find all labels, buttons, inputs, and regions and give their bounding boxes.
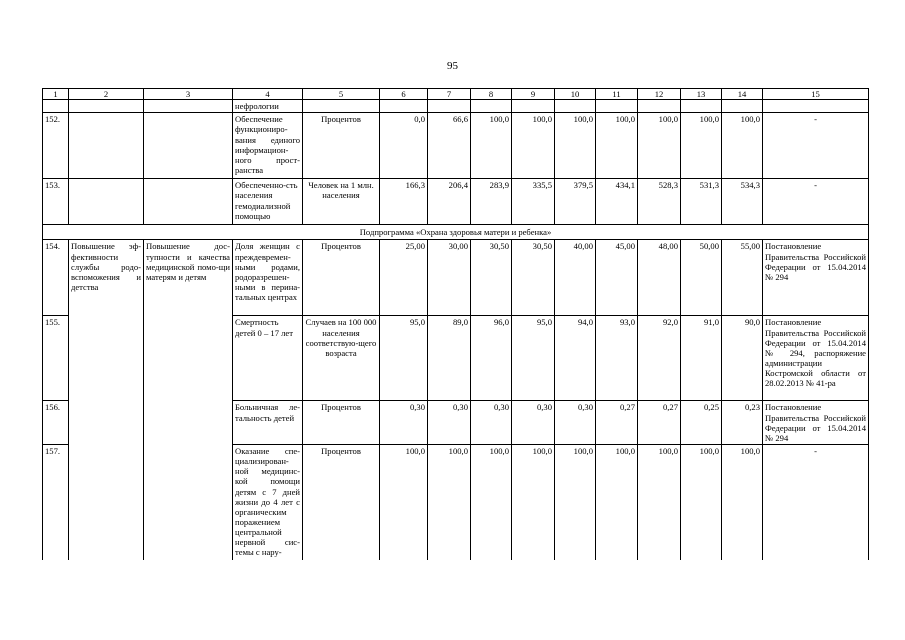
value-cell: 93,0 [596,316,638,401]
value-cell: 100,0 [596,113,638,179]
indicator-cell: Смертность детей 0 – 17 лет [233,316,303,401]
value-cell: 66,6 [428,113,471,179]
header-cell: 14 [722,89,763,100]
page-number: 95 [447,60,458,72]
empty-cell [144,179,233,225]
value-cell: 50,00 [681,240,722,316]
basis-cell: - [763,444,869,560]
value-cell: 30,00 [428,240,471,316]
header-cell: 6 [380,89,428,100]
basis-cell: - [763,179,869,225]
value-cell: 0,23 [722,401,763,445]
empty-cell [144,113,233,179]
indicator-cell: Обеспечение функциониро-вания единого информацион-ного прост-ранства [233,113,303,179]
indicator-cell: Больничная ле-тальность детей [233,401,303,445]
indicator-cell: Доля женщин с преждевремен-ными родами, родоразрешен-ными в перина-тальных центрах [233,240,303,316]
value-cell: 0,30 [428,401,471,445]
header-cell: 12 [638,89,681,100]
value-cell: 528,3 [638,179,681,225]
header-cell: 13 [681,89,722,100]
table-row [43,113,869,179]
value-cell: 0,30 [512,401,555,445]
value-cell: 100,0 [681,113,722,179]
header-cell: 8 [471,89,512,100]
value-cell: 434,1 [596,179,638,225]
value-cell: 100,0 [512,444,555,560]
indicator-cell: Оказание спе-циализирован-ной медицинс-кой помощи детям с 7 дней жизни до 4 лет с органическим поражением центральной нервной сис-темы с нару- [233,444,303,560]
value-cell: 55,00 [722,240,763,316]
value-cell: 25,00 [380,240,428,316]
row-number-cell: 153. [43,179,69,225]
value-cell: 94,0 [555,316,596,401]
value-cell: 91,0 [681,316,722,401]
row-number-cell: 155. [43,316,69,401]
value-cell: 166,3 [380,179,428,225]
goal-cell: Повышение дос-тупности и качества медицинской помо-щи матерям и детям [144,240,233,561]
indicators-table [42,88,869,560]
value-cell: 100,0 [596,444,638,560]
value-cell: 100,0 [471,113,512,179]
basis-cell: Постановление Правительства Российской Федерации от 15.04.2014 № 294 [763,401,869,445]
header-cell: 10 [555,89,596,100]
header-cell: 11 [596,89,638,100]
value-cell: 96,0 [471,316,512,401]
value-cell: 95,0 [512,316,555,401]
value-cell: 283,9 [471,179,512,225]
header-cell: 2 [69,89,144,100]
value-cell: 0,30 [555,401,596,445]
value-cell: 0,27 [638,401,681,445]
continuation-row [43,100,869,113]
unit-cell: Человек на 1 млн. населения [303,179,380,225]
empty-cell [69,179,144,225]
value-cell: 100,0 [380,444,428,560]
header-cell: 5 [303,89,380,100]
value-cell: 92,0 [638,316,681,401]
value-cell: 45,00 [596,240,638,316]
header-cell: 7 [428,89,471,100]
table-row [43,179,869,225]
value-cell: 30,50 [471,240,512,316]
header-cell: 4 [233,89,303,100]
value-cell: 0,30 [471,401,512,445]
subprogram-title: Подпрограмма «Охрана здоровья матери и ребенка» [43,225,869,240]
value-cell: 100,0 [722,444,763,560]
value-cell: 100,0 [471,444,512,560]
unit-cell: Процентов [303,240,380,316]
unit-cell: Случаев на 100 000 населения соответствую-щего возраста [303,316,380,401]
indicator-cell: нефрологии [233,100,303,113]
value-cell: 534,3 [722,179,763,225]
value-cell: 95,0 [380,316,428,401]
header-cell: 1 [43,89,69,100]
value-cell: 531,3 [681,179,722,225]
row-number-cell: 157. [43,444,69,560]
value-cell: 100,0 [681,444,722,560]
value-cell: 0,25 [681,401,722,445]
table-row [43,240,869,316]
unit-cell: Процентов [303,113,380,179]
row-number-cell: 152. [43,113,69,179]
task-cell: Повышение эф-фективности службы родо-вспоможения и детства [69,240,144,561]
value-cell: 40,00 [555,240,596,316]
basis-cell: Постановление Правительства Российской Федерации от 15.04.2014 № 294, распоряжение администрации Костромской области от 28.02.2013 № 41-ра [763,316,869,401]
value-cell: 90,0 [722,316,763,401]
subprogram-row [43,225,869,240]
value-cell: 100,0 [638,113,681,179]
unit-cell: Процентов [303,444,380,560]
value-cell: 0,0 [380,113,428,179]
value-cell: 100,0 [555,444,596,560]
value-cell: 30,50 [512,240,555,316]
indicator-cell: Обеспеченно-сть населения гемодиализной помощью [233,179,303,225]
value-cell: 100,0 [512,113,555,179]
row-number-cell: 156. [43,401,69,445]
value-cell: 0,30 [380,401,428,445]
value-cell: 100,0 [638,444,681,560]
value-cell: 89,0 [428,316,471,401]
header-cell: 15 [763,89,869,100]
row-number-cell: 154. [43,240,69,316]
value-cell: 379,5 [555,179,596,225]
value-cell: 335,5 [512,179,555,225]
empty-cell [69,113,144,179]
header-cell: 3 [144,89,233,100]
value-cell: 0,27 [596,401,638,445]
basis-cell: Постановление Правительства Российской Федерации от 15.04.2014 № 294 [763,240,869,316]
value-cell: 100,0 [555,113,596,179]
basis-cell: - [763,113,869,179]
value-cell: 48,00 [638,240,681,316]
value-cell: 100,0 [428,444,471,560]
column-number-row [43,89,869,100]
header-cell: 9 [512,89,555,100]
unit-cell: Процентов [303,401,380,445]
value-cell: 100,0 [722,113,763,179]
value-cell: 206,4 [428,179,471,225]
